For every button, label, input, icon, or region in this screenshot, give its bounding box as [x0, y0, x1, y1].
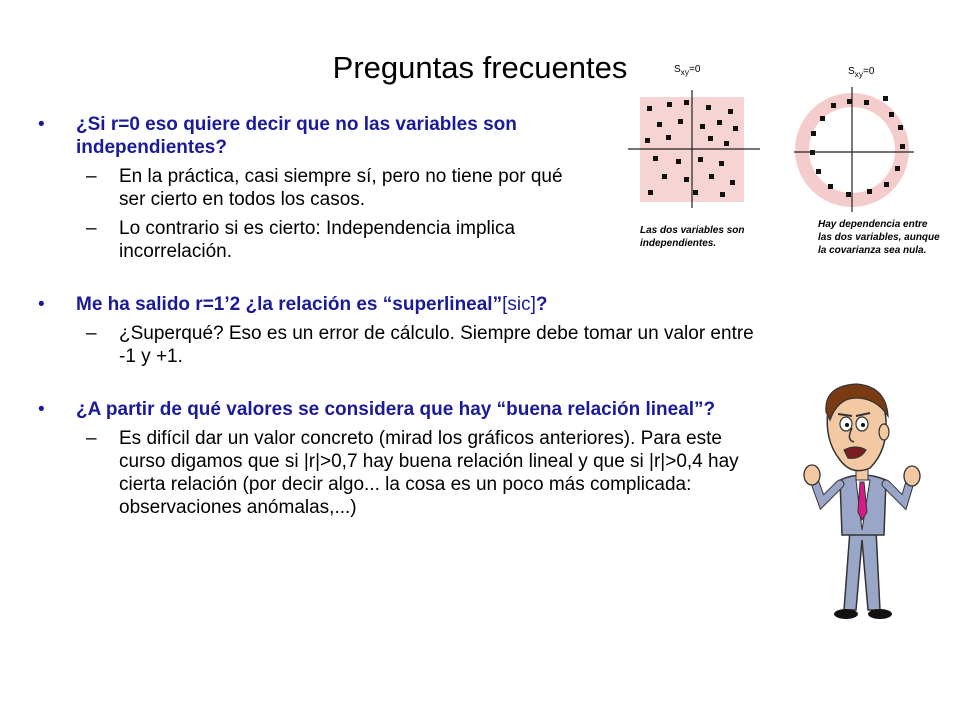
left-sxy-eq: =0 [689, 64, 701, 75]
ear [879, 424, 889, 440]
answers-3 [76, 427, 758, 519]
point [900, 144, 905, 149]
question-1 [38, 113, 641, 263]
circular-scatter-plot [792, 62, 952, 212]
right-pupil [861, 423, 865, 427]
answer-dash: – [86, 218, 97, 239]
point [678, 119, 683, 124]
question-2-start: Me ha salido r=1’2 ¿la relación es “superlineal” [76, 294, 503, 315]
left-caption-line1: Las dos variables son [640, 225, 745, 236]
left-shoe [834, 609, 858, 619]
answer-1-1 [76, 165, 589, 211]
left-caption [640, 224, 790, 250]
confused-man-icon [800, 380, 930, 630]
left-pupil [845, 423, 849, 427]
point [666, 135, 671, 140]
answer-3-1-text: Es difícil dar un valor concreto (mirad los gráficos anteriores). Para este curso digamos que si |r|>0,7 hay buena relación lineal y que si |r|>0,4 hay cierta relación (por decir algo... la cosa es un poco más complicada: observaciones anómalas,...) [119, 428, 739, 518]
bullet-3: • [38, 399, 45, 420]
right-caption-line1: Hay dependencia entre [818, 219, 928, 230]
bullet-2: • [38, 294, 45, 315]
point [657, 122, 662, 127]
point [728, 109, 733, 114]
right-shoe [868, 609, 892, 619]
point [864, 100, 869, 105]
point [698, 157, 703, 162]
question-2-end: ? [535, 294, 548, 315]
left-sxy-s: S [674, 64, 681, 75]
point [708, 136, 713, 141]
question-1-text: ¿Si r=0 eso quiere decir que no las variables son independientes? [76, 114, 517, 158]
point [889, 112, 894, 117]
answer-dash: – [86, 323, 97, 344]
left-hand [804, 465, 820, 485]
answer-2-1 [76, 322, 758, 368]
answer-3-1 [76, 427, 758, 519]
question-3-text: ¿A partir de qué valores se considera que hay “buena relación lineal”? [76, 399, 716, 420]
answers-1 [76, 165, 641, 263]
point [684, 177, 689, 182]
point [733, 126, 738, 131]
point [709, 174, 714, 179]
independent-scatter-figure [620, 62, 780, 249]
point [693, 190, 698, 195]
legs [844, 530, 880, 610]
point [724, 141, 729, 146]
point [831, 103, 836, 108]
answer-1-2 [76, 217, 589, 263]
right-sxy-sub: xy [854, 69, 863, 79]
point [684, 100, 689, 105]
point [645, 138, 650, 143]
right-sxy-s: S [848, 66, 855, 77]
answer-1-2-text: Lo contrario si es cierto: Independencia implica incorrelación. [119, 218, 516, 262]
slide-title: Preguntas frecuentes [332, 50, 628, 85]
answer-2-1-text: ¿Superqué? Eso es un error de cálculo. Siempre debe tomar un valor entre -1 y +1. [119, 323, 754, 367]
point [898, 125, 903, 130]
point [867, 189, 872, 194]
right-sxy-eq: =0 [863, 66, 875, 77]
point [820, 116, 825, 121]
right-sxy-label [848, 66, 874, 79]
point [883, 96, 888, 101]
answers-2 [76, 322, 758, 368]
right-caption [818, 218, 958, 257]
point [647, 106, 652, 111]
point [717, 120, 722, 125]
question-3 [38, 398, 758, 519]
point [811, 131, 816, 136]
right-hand [904, 466, 920, 486]
question-2-sic: [sic] [502, 294, 536, 315]
point [662, 174, 667, 179]
point [676, 159, 681, 164]
point [706, 105, 711, 110]
point [719, 161, 724, 166]
answer-dash: – [86, 428, 97, 449]
question-2-text [76, 293, 758, 316]
left-sxy-label [674, 64, 700, 77]
point [700, 124, 705, 129]
point [846, 192, 851, 197]
right-caption-line3: la covarianza sea nula. [818, 245, 927, 256]
point [730, 180, 735, 185]
answer-1-1-text: En la práctica, casi siempre sí, pero no tiene por qué ser cierto en todos los casos. [119, 166, 563, 210]
point [816, 169, 821, 174]
point [653, 156, 658, 161]
point [648, 190, 653, 195]
point [895, 166, 900, 171]
point [828, 184, 833, 189]
left-caption-line2: independientes. [640, 238, 717, 249]
answer-dash: – [86, 166, 97, 187]
point [810, 150, 815, 155]
bullet-1: • [38, 114, 45, 135]
confused-man-drawing [800, 380, 930, 630]
point [720, 192, 725, 197]
circular-scatter-figure [792, 62, 952, 256]
question-2 [38, 293, 758, 368]
point [847, 99, 852, 104]
left-sxy-sub: xy [680, 67, 689, 77]
point [884, 182, 889, 187]
right-caption-line2: las dos variables, aunque [818, 232, 940, 243]
right-arm [886, 482, 910, 502]
independent-scatter-plot [620, 62, 780, 212]
point [667, 102, 672, 107]
